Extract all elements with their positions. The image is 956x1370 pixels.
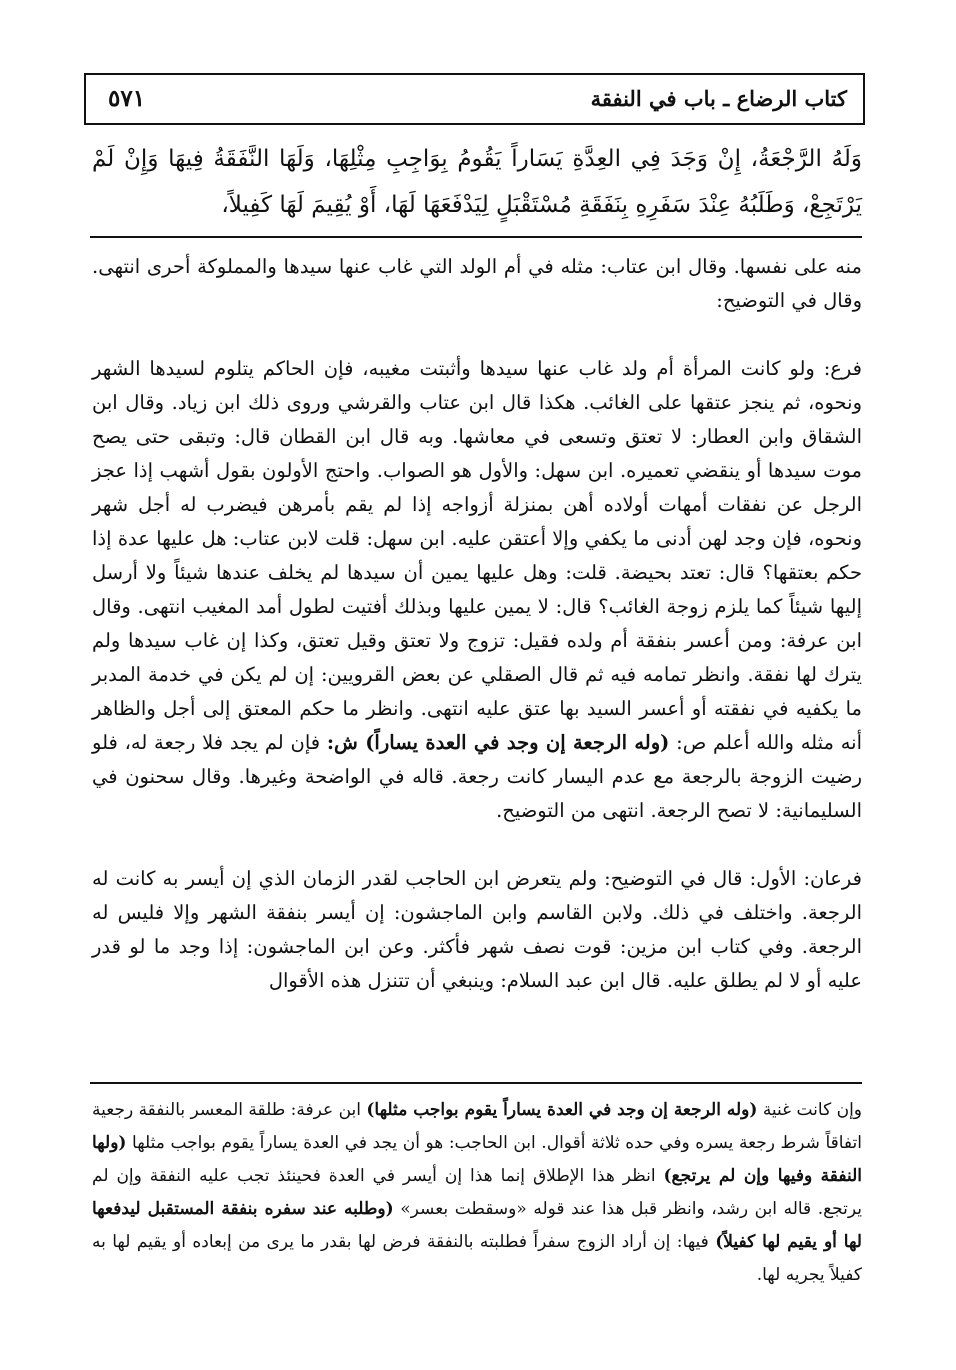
page-number: ٥٧١ bbox=[108, 85, 146, 112]
commentary-text: فرع: ولو كانت المرأة أم ولد غاب عنها سيدها وأثبتت مغيبه، فإن الحاكم يتلوم لسيدها الشهر ونحوه، ثم ينجز عتقها على الغائب. هكذا قال ابن عتاب والقرشي وروى ذلك ابن زياد. وقال ابن الشقاق وابن العطار: لا تعتق وتسعى في معاشها. وبه قال ابن القطان قال: وتبقى حتى يصح موت سيدها أو ينقضي تعميره. ابن سهل: والأول هو الصواب. واحتج الأولون بقول أشهب إذا عجز الرجل عن نفقات أمهات أولاده أهن بمنزلة أزواجه إذا لم يقم بأمرهن فيضرب له أجل شهر ونحوه، فإن وجد لهن أدنى ما يكفي وإلا أعتقن عليه. ابن سهل: قلت لابن عتاب: هل عليها عدة إذا حكم بعتقها؟ قال: تعتد بحيضة. قلت: وهل عليها يمين أن سيدها لم يخلف عندها شيئاً ولا أرسل إليها شيئاً كما يلزم زوجة الغائب؟ قال: لا يمين عليها وبذلك أفتيت لطول أمد المغيب انتهى. وقال ابن عرفة: ومن أعسر بنفقة أم ولده فقيل: تزوج ولا تعتق وقيل تعتق، وكذا إن غاب سيدها ولم يترك لها نفقة. وانظر تمامه فيه ثم قال الصقلي عن بعض القرويين: إن لم يكن في خدمة المدبر ما يكفيه في نفقته أو أعسر السيد بها عتق عليه انتهى. وانظر ما حكم المعتق إلى أجل والظاهر أنه مثله والله أعلم ص: bbox=[92, 357, 863, 754]
commentary-paragraph bbox=[92, 352, 862, 828]
footnote-text: وإن كانت غنية bbox=[762, 1100, 863, 1120]
footnote-quote: (وطلبه عند سفره بنفقة المستقبل ليدفعها لها أو يقيم لها كفيلاً) bbox=[92, 1199, 862, 1252]
page-header bbox=[84, 73, 865, 125]
footnote-quote: (ولها النفقة وفيها وإن لم يرتجع) bbox=[92, 1133, 862, 1186]
chapter-title: كتاب الرضاع ـ باب في النفقة bbox=[590, 86, 847, 111]
footnote-section bbox=[92, 1094, 862, 1292]
main-text-matn: وَلَهُ الرَّجْعَةُ، إِنْ وَجَدَ فِي العِدَّةِ يَسَاراً يَقُومُ بِوَاجِبِ مِثْلِهَا، وَلَهَا النَّفَقَةُ فِيهَا وَإِنْ لَمْ يَرْتَجِعْ، وَطَلَبُهُ عِنْدَ سَفَرِهِ بِنَفَقَةِ مُسْتَقْبَلٍ لِيَدْفَعَهَا لَهَا، أَوْ يُقِيمَ لَهَا كَفِيلاً، bbox=[92, 146, 862, 218]
commentary-sharh bbox=[92, 250, 862, 998]
commentary-quote: (وله الرجعة إن وجد في العدة يساراً) ش: bbox=[326, 731, 670, 754]
commentary-text: فإن لم يجد فلا رجعة له، فلو رضيت الزوجة بالرجعة مع عدم اليسار كانت رجعة. قاله في الواضحة وغيرها. وقال سحنون في السليمانية: لا تصح الرجعة. انتهى من التوضيح. bbox=[92, 731, 862, 822]
footnote-text: ابن عرفة: طلقة المعسر بالنفقة رجعية اتفاقاً شرط رجعة يسره وفي حده ثلاثة أقوال. ابن الحاجب: هو أن يجد في العدة يساراً يقوم بواجب مثلها bbox=[92, 1100, 862, 1153]
footnote-quote: (وله الرجعة إن وجد في العدة يساراً يقوم بواجب مثلها) bbox=[366, 1100, 758, 1120]
footnote-text: فيها: إن أراد الزوج سفراً فطلبته بالنفقة فرض لها بقدر ما يرى من إبعاده أو يقيم لها به كفيلاً يجريه لها. bbox=[92, 1232, 862, 1285]
commentary-paragraph: فرعان: الأول: قال في التوضيح: ولم يتعرض ابن الحاجب لقدر الزمان الذي إن أيسر به كانت له الرجعة. واختلف في ذلك. ولابن القاسم وابن الماجشون: إن أيسر بنفقة الشهر وإلا فليس له الرجعة. وفي كتاب ابن مزين: قوت نصف شهر فأكثر. وعن ابن الماجشون: إذا وجد ما لو قدر عليه أو لا لم يطلق عليه. قال ابن عبد السلام: وينبغي أن تتنزل هذه الأقوال bbox=[92, 867, 862, 992]
divider-footnote bbox=[90, 1082, 862, 1084]
divider-top bbox=[90, 236, 862, 238]
footnote-text: انظر هذا الإطلاق إنما هذا إن أيسر في العدة فحينئذ تجب عليه النفقة وإن لم يرتجع. قاله ابن رشد، وانظر قبل هذا عند قوله «وسقطت بعسر» bbox=[92, 1166, 862, 1219]
commentary-paragraph: منه على نفسها. وقال ابن عتاب: مثله في أم الولد التي غاب عنها سيدها والمملوكة أحرى انتهى. وقال في التوضيح: bbox=[92, 255, 862, 312]
